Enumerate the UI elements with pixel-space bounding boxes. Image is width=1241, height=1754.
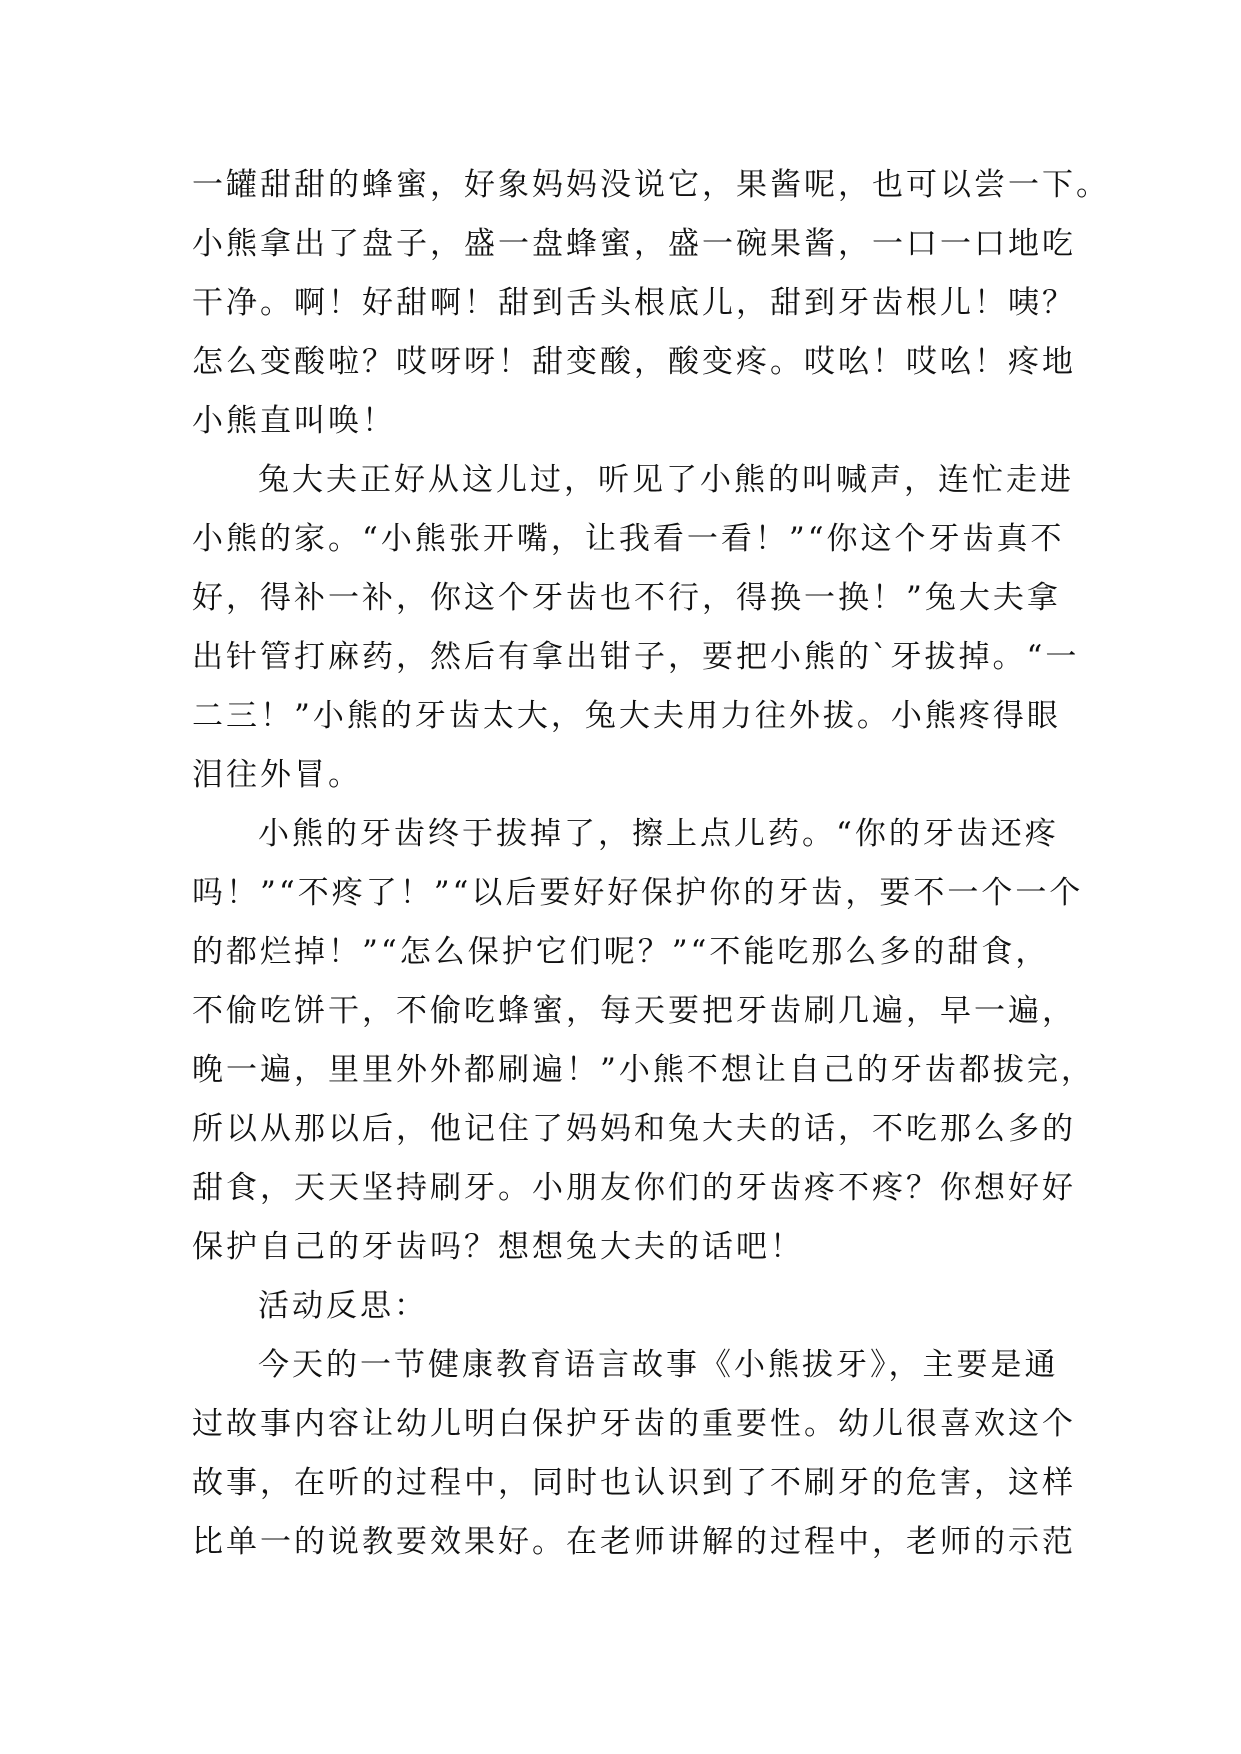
text-line: 出针管打麻药，然后有拿出钳子，要把小熊的`牙拔掉。“一 bbox=[192, 639, 1080, 675]
text-line: 小熊直叫唤！ bbox=[192, 403, 396, 439]
text-line: 晚一遍，里里外外都刷遍！”小熊不想让自己的牙齿都拔完， bbox=[192, 1052, 1095, 1088]
text-line: 一罐甜甜的蜂蜜，好象妈妈没说它，果酱呢，也可以尝一下。 bbox=[192, 167, 1110, 203]
paragraph-reflection-heading bbox=[192, 1277, 1060, 1336]
text-line: 比单一的说教要效果好。在老师讲解的过程中，老师的示范 bbox=[192, 1524, 1076, 1560]
text-line: 小熊的牙齿终于拔掉了，擦上点儿药。“你的牙齿还疼 bbox=[258, 816, 1059, 852]
text-line: 今天的一节健康教育语言故事《小熊拔牙》，主要是通 bbox=[258, 1347, 1059, 1383]
text-line: 二三！”小熊的牙齿太大，兔大夫用力往外拔。小熊疼得眼 bbox=[192, 698, 1061, 734]
text-line: 干净。啊！好甜啊！甜到舌头根底儿，甜到牙齿根儿！咦？ bbox=[192, 285, 1076, 321]
text-line: 怎么变酸啦？哎呀呀！甜变酸，酸变疼。哎吆！哎吆！疼地 bbox=[192, 344, 1076, 380]
text-line: 过故事内容让幼儿明白保护牙齿的重要性。幼儿很喜欢这个 bbox=[192, 1406, 1076, 1442]
paragraph-protect-teeth-advice bbox=[192, 805, 1095, 1277]
text-line: 泪往外冒。 bbox=[192, 757, 362, 793]
text-line: 吗！”“不疼了！”“以后要好好保护你的牙齿，要不一个一个 bbox=[192, 875, 1084, 911]
text-line: 好，得补一补，你这个牙齿也不行，得换一换！”兔大夫拿 bbox=[192, 580, 1061, 616]
text-line: 兔大夫正好从这儿过，听见了小熊的叫喊声，连忙走进 bbox=[258, 462, 1074, 498]
paragraph-story-continuation bbox=[192, 156, 1110, 451]
document-body bbox=[192, 156, 1110, 1572]
text-line: 不偷吃饼干，不偷吃蜂蜜，每天要把牙齿刷几遍，早一遍， bbox=[192, 993, 1076, 1029]
text-line: 故事，在听的过程中，同时也认识到了不刷牙的危害，这样 bbox=[192, 1465, 1076, 1501]
text-line: 保护自己的牙齿吗？想想兔大夫的话吧！ bbox=[192, 1229, 804, 1265]
paragraph-reflection-body bbox=[192, 1336, 1076, 1572]
section-heading: 活动反思： bbox=[258, 1288, 428, 1324]
text-line: 甜食，天天坚持刷牙。小朋友你们的牙齿疼不疼？你想好好 bbox=[192, 1170, 1076, 1206]
text-line: 的都烂掉！”“怎么保护它们呢？”“不能吃那么多的甜食， bbox=[192, 934, 1050, 970]
text-line: 小熊拿出了盘子，盛一盘蜂蜜，盛一碗果酱，一口一口地吃 bbox=[192, 226, 1076, 262]
paragraph-rabbit-doctor-visit bbox=[192, 451, 1080, 805]
text-line: 所以从那以后，他记住了妈妈和兔大夫的话，不吃那么多的 bbox=[192, 1111, 1076, 1147]
text-line: 小熊的家。“小熊张开嘴，让我看一看！”“你这个牙齿真不 bbox=[192, 521, 1065, 557]
